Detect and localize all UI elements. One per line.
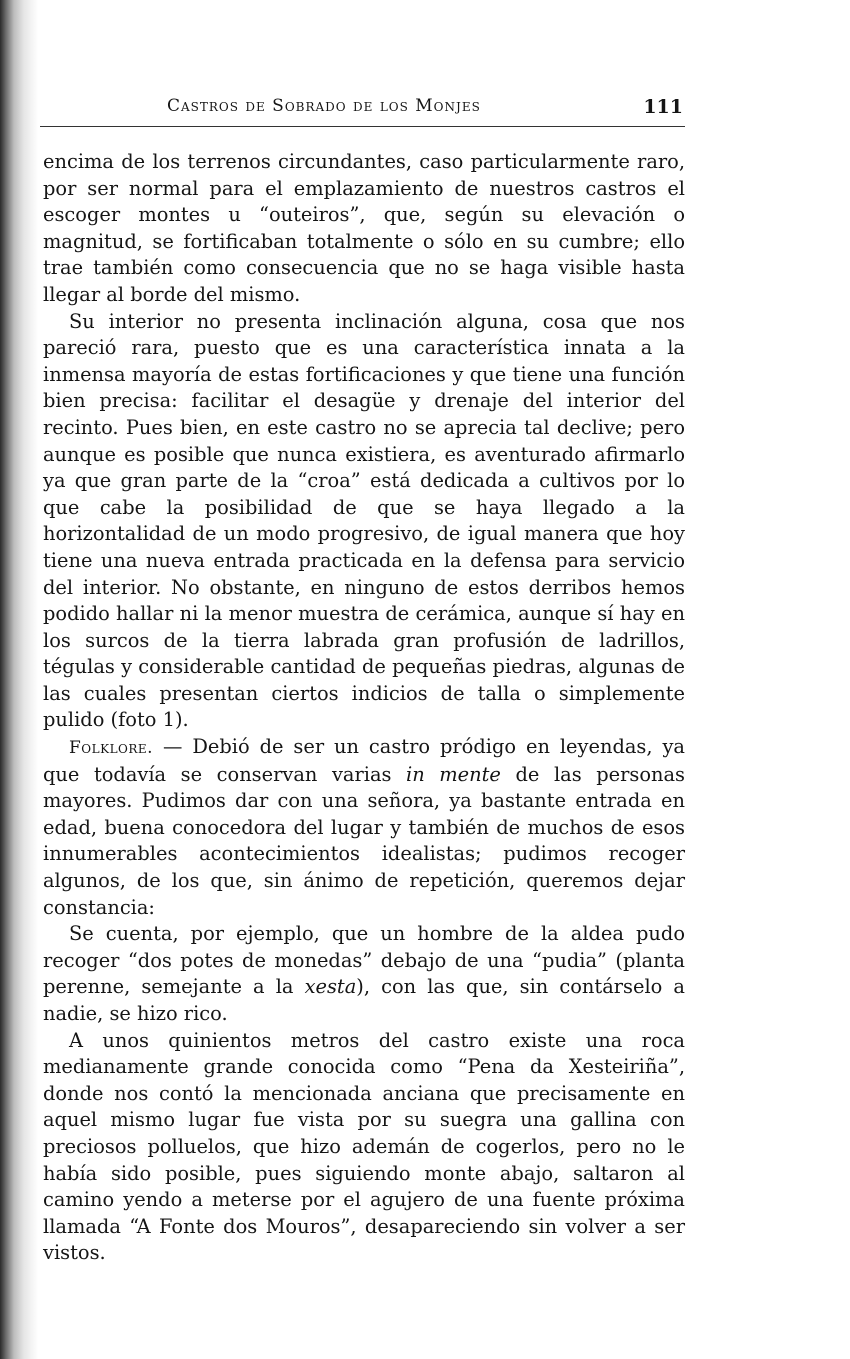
paragraph-4 [43, 921, 685, 1027]
folklore-heading: Folklore. [69, 738, 154, 759]
paragraph-2: Su interior no presenta inclinación alguna, cosa que nos pareció rara, puesto que es una característica innata a la inmensa mayoría de estas fortificaciones y que tiene una función bien precisa: facilitar el desagüe y drenaje del interior del recinto. Pues bien, en este castro no se aprecia tal declive; pero aunque es posible que nunca existiera, es aventurado afirmarlo ya que gran parte de la “croa” está dedicada a cultivos por lo que cabe la posibilidad de que se haya llegado a la horizontalidad de un modo progresivo, de igual manera que hoy tiene una nueva entrada practicada en la defensa para servicio del interior. No obstante, en ninguno de estos derribos hemos podido hallar ni la menor muestra de cerámica, aunque sí hay en los surcos de la tierra labrada gran profusión de ladrillos, tégulas y considerable cantidad de pequeñas piedras, algunas de las cuales presentan ciertos indicios de talla o simplemente pulido (foto 1). [43, 309, 685, 732]
paragraph-3-text-2: de las personas mayores. Pudimos dar con una señora, ya bastante entrada en edad, buena conocedora del lugar y también de muchos de esos innumerables acontecimientos idealistas; pudimos recoger algunos, de los que, sin ánimo de repetición, queremos dejar constancia: [43, 762, 686, 919]
paragraph-1: encima de los terrenos circundantes, caso particularmente raro, por ser normal para el emplazamiento de nuestros castros el escoger montes u “outeiros”, que, según su elevación o magnitud, se fortificaban totalmente o sólo en su cumbre; ello trae también como consecuencia que no se haga visible hasta llegar al borde del mismo. [43, 150, 685, 306]
book-binding-edge [0, 0, 38, 1359]
body-text [43, 149, 685, 1267]
paragraph-3 [43, 734, 685, 921]
page-header [40, 96, 685, 127]
paragraph-4-text-2: ), con las que, sin contárselo a nadie, se hizo rico. [43, 975, 685, 1025]
paragraph-5: A unos quinientos metros del castro existe una roca medianamente grande conocida como “Pena da Xesteiriña”, donde nos contó la mencionada anciana que precisamente en aquel mismo lugar fue vista por su suegra una gallina con preciosos polluelos, que hizo ademán de cogerlos, pero no le había sido posible, pues siguiendo monte abajo, saltaron al camino yendo a meterse por el agujero de una fuente próxima llamada “A Fonte dos Mouros”, desapareciendo sin volver a ser vistos. [43, 1028, 685, 1265]
page-number: 111 [643, 96, 683, 118]
paragraph-3-italic: in mente [406, 762, 501, 786]
paragraph-4-text: Se cuenta, por ejemplo, que un hombre de la aldea pudo recoger “dos potes de monedas” debajo de una “pudia” (planta perenne, semejante a la [43, 922, 685, 999]
paragraph-3-text: — Debió de ser un castro pródigo en leyendas, ya que todavía se conservan varias [43, 735, 685, 786]
running-title: Castros de Sobrado de los Monjes [167, 96, 481, 116]
paragraph-4-italic: xesta [304, 975, 357, 999]
